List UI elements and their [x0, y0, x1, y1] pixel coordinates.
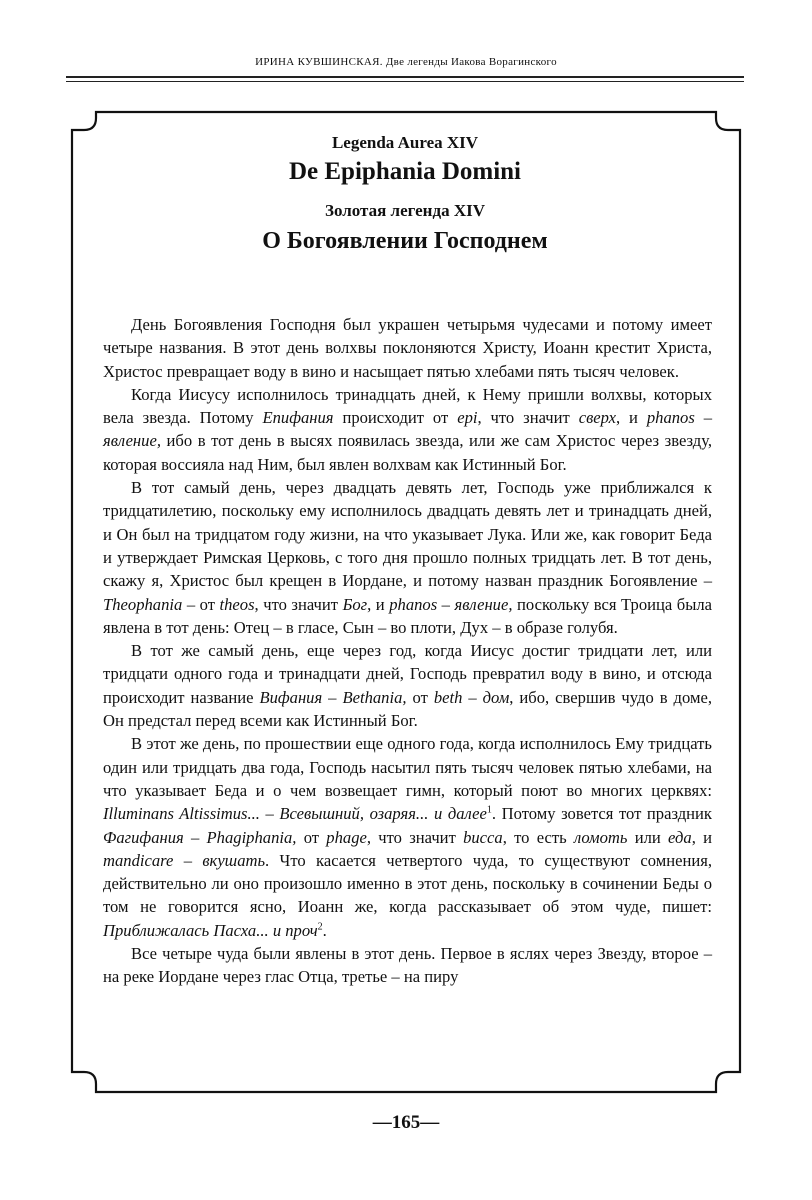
text-run: , то есть — [502, 827, 574, 847]
text-run: от — [296, 827, 327, 847]
russian-title: О Богоявлении Господнем — [262, 228, 548, 254]
text-run: В этот же день, по прошествии еще одного года, когда исполнилось Ему тридцать один или тридцать два года, Господь насытил пять тысяч человек пятью хлебами, на что указывает Беда и о чем возвещает гимн, который поют во многих церквях: — [103, 734, 712, 800]
italic-run: Епифания — [262, 408, 334, 428]
text-run: поскольку вся Троица была явлена в тот день: Отец – в гласе, Сын – во плоти, Дух – в образе голубя. — [103, 594, 713, 637]
italic-run: Illuminans Altissimus... – Всевышний, озаряя... и далее — [103, 804, 487, 824]
paragraph — [103, 476, 712, 639]
italic-run: beth – дом — [433, 687, 510, 707]
russian-subtitle: Золотая легенда XIV — [324, 201, 485, 220]
text-run: от — [406, 687, 434, 707]
header-rule-thick — [66, 76, 744, 78]
text-run: День Богоявления Господня был украшен четырьмя чудесами и потому имеет четыре названия. В этот день волхвы поклоняются Христу, Иоанн крестит Христа, Христос превращает воду в вино и насыщает пятью хлебами пять тысяч человек. — [103, 315, 712, 381]
paragraph — [103, 313, 712, 383]
italic-run: Бог — [342, 594, 368, 614]
italic-run: сверх — [578, 408, 616, 428]
running-head-author: ИРИНА КУВШИНСКАЯ — [255, 56, 380, 68]
running-head-title: . Две легенды Иакова Ворагинского — [379, 56, 557, 68]
body-text — [103, 313, 712, 989]
running-head — [66, 56, 746, 68]
italic-run: Theophania — [103, 594, 183, 614]
text-run: , что значит — [366, 827, 464, 847]
text-run: Все четыре чуда были явлены в этот день. Первое в яслях через Звезду, второе – на реке Иордане через глас Отца, третье – на пиру — [103, 944, 712, 987]
italic-run: phanos – явление, — [389, 594, 513, 614]
italic-run: Фагифания – Phagiphania, — [103, 827, 297, 847]
italic-run: еда — [668, 827, 692, 847]
text-run: , что значит — [477, 408, 579, 428]
paragraph — [103, 383, 712, 476]
footnote-ref[interactable]: 1 — [486, 804, 492, 816]
italic-run: mandicare – вкушать — [103, 850, 266, 870]
text-run: В тот же самый день, еще через год, когда Иисус достиг тридцати лет, или тридцати одного года и тринадцати дней, Господь превратил воду в вино, и отсюда происходит название — [103, 641, 712, 707]
text-run: – от — [182, 594, 220, 614]
italic-run: epi — [457, 408, 478, 428]
paragraph — [103, 942, 712, 989]
italic-run: bucca — [463, 827, 503, 847]
text-run: , и — [615, 408, 647, 428]
latin-subtitle: Legenda Aurea XIV — [331, 133, 479, 152]
text-run: ибо в тот день в высях появилась звезда, или же сам Христос через звезду, которая воссияла над Ним, был явлен волхвам как Истинный Бог. — [103, 431, 712, 474]
italic-run: phage — [326, 827, 367, 847]
text-run: , ибо, свершив чудо в доме, Он предстал перед всеми как Истинный Бог. — [103, 687, 712, 731]
italic-run: phanos – явление, — [103, 408, 713, 451]
italic-run: Вифания – Bethania, — [259, 687, 407, 707]
paragraph — [103, 732, 712, 942]
title-block — [90, 132, 720, 256]
text-run: В тот самый день, через двадцать девять лет, Господь уже приближался к тридцатилетию, поскольку ему исполнилось двадцать девять лет и тринадцать дней, и Он был на тридцатом году жизни, на что указывает Лука. Или же, как говорит Беда и утверждает Римская Церковь, с того дня прошло полных тридцать лет. В тот день, скажу я, Христос был крещен в Иордане, и потому назван праздник Богоявление – — [103, 478, 712, 591]
text-run: или — [627, 827, 669, 847]
text-run: . Потому зовется тот праздник — [491, 804, 712, 824]
footnote-ref[interactable]: 2 — [317, 921, 323, 933]
page-number: —165— — [372, 1112, 440, 1133]
text-run: , и — [367, 594, 390, 614]
latin-title: De Epiphania Domini — [288, 158, 521, 185]
italic-run: theos — [219, 594, 255, 614]
text-run: . — [322, 920, 327, 940]
text-run: , что значит — [254, 594, 343, 614]
header-rule-thin — [66, 81, 744, 82]
text-run: . Что касается четвертого чуда, то существуют сомнения, действительно ли оно произошло именно в этот день, поскольку в сочинении Беды о том не говорится ясно, Иоанн же, когда рассказывает об этом чуде, пишет: — [103, 850, 712, 917]
text-run: происходит от — [333, 408, 458, 428]
text-run: , и — [691, 827, 712, 847]
text-run: Когда Иисусу исполнилось тринадцать дней, к Нему пришли волхвы, которых вела звезда. Потому — [103, 384, 712, 428]
italic-run: Приближалась Пасха... и проч — [103, 920, 318, 940]
paragraph — [103, 639, 712, 732]
italic-run: ломоть — [573, 827, 628, 847]
